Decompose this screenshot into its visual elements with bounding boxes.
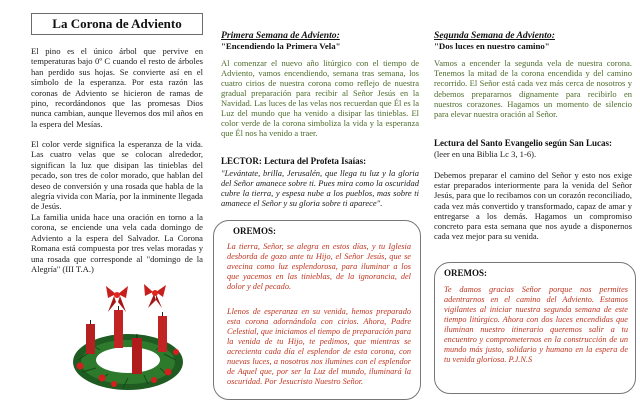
green-color-paragraph: El color verde significa la esperanza de la vida. Las cuatro velas que se colocan alrededor, significan la luz que disipan las tinieblas del pecado, son tres de color morado, que hablan del deseo de conversión y una rosada que habla de la alegría vivida con María, por la inminente llegada de Jesús. [31,139,203,212]
second-week-subheading: "Dos luces en nuestro camino" [434,41,550,51]
oremos-label: OREMOS: [233,226,277,236]
bow-icon [144,284,166,308]
first-week-prayer-part1: La tierra, Señor, se alegra en estos días, y tu Iglesia desborda de gozo ante tu Hijo, el Señor Jesús, que se avecina como luz esplendorosa, para iluminar a los que yacemos en las tinieblas, de la ignorancia, del dolor y del pecado. [227,242,411,291]
gospel-label: Lectura del Santo Evangelio según San Lucas: [434,138,613,148]
family-prayer-paragraph: La familia unida hace una oración en torno a la corona, se enciende una vela cada domingo de Adviento a la espera del Salvador. La Corona Romana está compuesta por tres velas moradas y una rosada que corresponde al "domingo de la Alegría" (III T.A.) [31,212,203,275]
gospel-reference: (leer en una Biblia Lc 3, 1-6). [434,149,537,159]
lector-label: LECTOR: Lectura del Profeta Isaías: [221,156,367,166]
column-one [0,0,213,402]
candle-icon [132,334,142,374]
bow-icon [106,286,128,312]
advent-wreath-image [68,280,188,398]
pine-paragraph: El pino es el único árbol que pervive en temperaturas bajo 0º C cuando el resto de árboles han perdido sus hojas. Se convierte así en el símbolo de la esperanza. Por esta razón las coronas de Adviento se hicieron de ramas de pino, recordándonos que las promesas Dios nunca cambian, aunque llevemos dos mil años en la espera del Mesías. [31,46,203,129]
column-three [426,0,640,402]
page-title: La Corona de Adviento [31,13,203,35]
first-week-prayer-part2: Llenos de esperanza en su venida, hemos preparado esta corona adornándola con cirios. Ahora, Padre Celestial, que iniciamos el tiempo de preparación para la venida de tu Hijo, te pedimos, que mientras se acrecienta cada día el esplendor de esta corona, con nuevas luces, a nosotros nos ilumines con el esplendor de Aquel que, por ser la Luz del mundo, iluminará la oscuridad. Por Jesucristo Nuestro Señor. [227,307,411,386]
candle-icon [158,312,167,352]
oremos-label: OREMOS: [444,268,488,278]
second-week-reflection: Debemos preparar el camino del Señor y esto nos exige estar preparados interiormente para la venida del Señor Jesús, para que lo recibamos con un corazón reconciliado, cada vez más convertido y transformado, capaz de amar y entregarse a los demás. Hagamos un compromiso concreto para esta semana que nos ayude a disponernos cada vez mejor para su venida. [434,170,632,242]
second-week-intro: Vamos a encender la segunda vela de nuestra corona. Tenemos la mitad de la corona encendida y del camino recorrido. El Señor está cada vez más cerca de nosotros y debemos prepararnos dignamente para recibirlo en nuestros corazones. Hagamos un momento de silencio para elevar nuestra oración al Señor. [434,58,632,120]
candle-icon [86,320,95,354]
column-two [213,0,426,402]
first-week-subheading: "Encendiendo la Primera Vela" [221,41,341,51]
first-week-heading: Primera Semana de Adviento: [221,30,340,41]
second-week-prayer: Te damos gracias Señor porque nos permites adentrarnos en el camino del Adviento. Estamos vigilantes al iniciar nuestra segunda semana de este tiempo litúrgico. Ahora con dos luces encendidas que iluminan nuestro itinerario queremos salir a tu encuentro y comprometernos en la construcción de un mundo más justo, solidario y humano en la espera de tu venida gloriosa. P.J.N.S [444,285,628,364]
first-week-intro: Al comenzar el nuevo año litúrgico con el tiempo de Adviento, vamos encendiendo, semana tras semana, los cuatro cirios de nuestra corona como reflejo de nuestra gradual preparación para recibir al Señor Jesús en la Navidad. Las luces de las velas nos recuerdan que Él es la Luz del mundo que ha venido a disipar las tinieblas. El color verde de la corona simboliza la vida y la esperanza que Él nos ha venido a traer. [221,58,419,138]
isaiah-reading: "Levántate, brilla, Jerusalén, que llega tu luz y la gloria del Señor amanece sobre ti. Pues mira como la oscuridad cubre la tierra, y espesa nube a los pueblos, mas sobre ti amanece el Señor y su gloria sobre ti aparece". [221,168,419,208]
second-week-heading: Segunda Semana de Adviento: [434,30,555,41]
candle-icon [114,306,123,348]
